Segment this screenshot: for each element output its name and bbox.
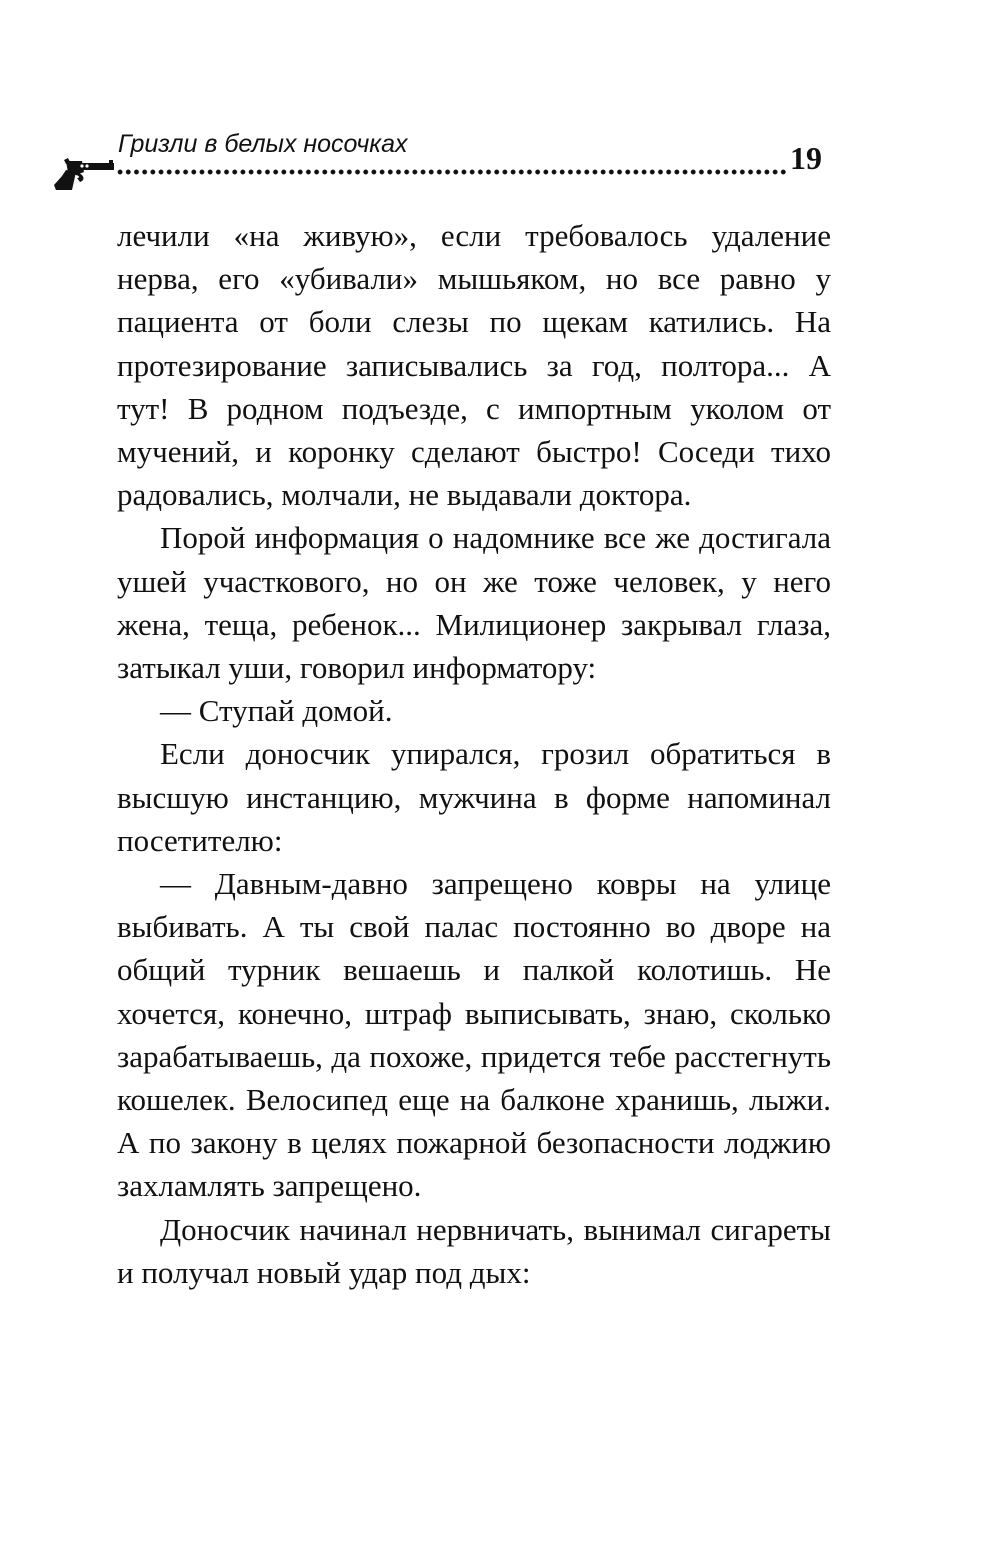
dotted-rule: [116, 168, 786, 176]
paragraph: лечили «на живую», если требовалось удаление нерва, его «убивали» мышьяком, но все равно у пациента от боли слезы по щекам катились. На протезирование записывались за год, полтора... А тут! В родном подъезде, с импортным уколом от мучений, и коронку сделают быстро! Соседи тихо радовались, молчали, не выдавали доктора.: [117, 218, 831, 513]
page-number: 19: [790, 140, 822, 176]
running-title: Гризли в белых носочках: [118, 130, 408, 158]
body-text: [117, 214, 831, 1294]
page-header: [50, 118, 840, 198]
paragraph: Порой информация о надомнике все же достигала ушей участкового, но он же тоже человек, у него жена, теща, ребенок... Милиционер закрывал глаза, затыкал уши, говорил информатору:: [117, 520, 831, 686]
paragraph: Доносчик начинал нервничать, вынимал сигареты и получал новый удар под дых:: [117, 1211, 831, 1290]
revolver-icon: [52, 158, 116, 192]
paragraph: — Ступай домой.: [160, 693, 393, 729]
paragraph: — Давным-давно запрещено ковры на улице выбивать. А ты свой палас постоянно во дворе на общий турник вешаешь и палкой колотишь. Не хочется, конечно, штраф выписывать, знаю, сколько зарабатываешь, да похоже, придется тебе расстегнуть кошелек. Велосипед еще на балконе хранишь, лыжи. А по закону в целях пожарной безопасности лоджию захламлять запрещено.: [117, 866, 831, 1204]
paragraph: Если доносчик упирался, грозил обратиться в высшую инстанцию, мужчина в форме напоминал посетителю:: [117, 736, 831, 858]
